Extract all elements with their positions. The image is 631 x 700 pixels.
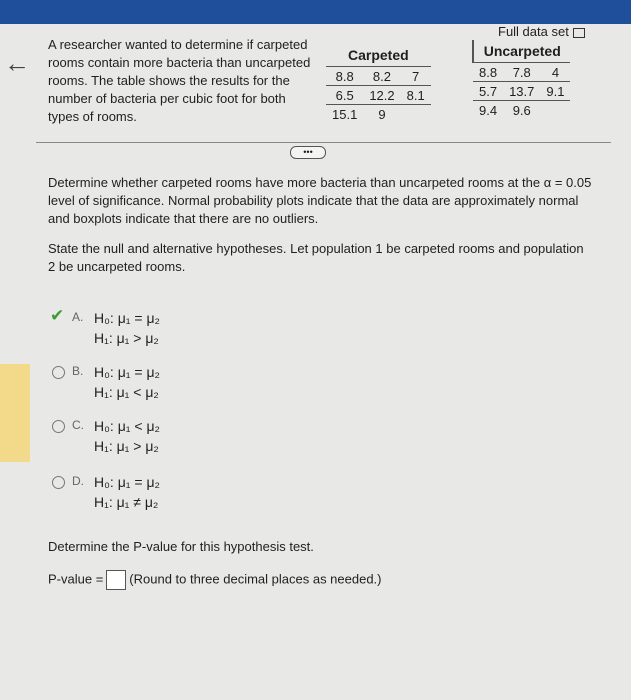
radio-button[interactable] xyxy=(52,476,65,489)
table-cell: 8.8 xyxy=(326,67,363,86)
option-h0: H₀: μ₁ = μ₂ xyxy=(94,474,160,490)
back-arrow-icon[interactable]: ← xyxy=(4,48,30,78)
table-cell: 12.2 xyxy=(363,86,400,105)
option-letter: C. xyxy=(72,418,84,432)
option-h1: H₁: μ₁ > μ₂ xyxy=(94,330,159,346)
full-data-set-label: Full data set xyxy=(498,24,569,39)
carpeted-table xyxy=(326,44,431,123)
table-cell: 13.7 xyxy=(503,82,540,101)
uncarpeted-title: Uncarpeted xyxy=(473,40,570,63)
table-cell: 6.5 xyxy=(326,86,363,105)
table-cell: 8.2 xyxy=(363,67,400,86)
option-letter: A. xyxy=(72,310,84,324)
table-cell xyxy=(401,105,431,124)
table-cell: 15.1 xyxy=(332,106,358,122)
pvalue-label: P-value = xyxy=(48,571,104,587)
hypothesis-instruction: State the null and alternative hypotheses. Let population 1 be carpeted rooms and population 2 be uncarpeted rooms. xyxy=(48,241,584,274)
table-cell xyxy=(540,101,570,120)
carpeted-title: Carpeted xyxy=(326,44,431,67)
pvalue-question: Determine the P-value for this hypothesis test. xyxy=(48,539,314,554)
copy-icon xyxy=(573,28,585,38)
option-h0: H₀: μ₁ = μ₂ xyxy=(94,364,160,380)
uncarpeted-table xyxy=(472,40,570,119)
option-h1: H₁: μ₁ > μ₂ xyxy=(94,438,159,454)
option-h1: H₁: μ₁ < μ₂ xyxy=(94,384,159,400)
top-bar xyxy=(0,0,631,24)
table-cell: 5.7 xyxy=(473,82,503,101)
option-letter: B. xyxy=(72,364,84,378)
table-cell: 8.8 xyxy=(473,63,503,82)
table-cell: 4 xyxy=(540,63,570,82)
pvalue-input[interactable] xyxy=(106,570,126,590)
table-cell: 9.1 xyxy=(540,82,570,101)
question-paragraph: Determine whether carpeted rooms have more bacteria than uncarpeted rooms at the α = 0.05 level of significance. Normal probability plots indicate that the data are approximately normal and boxplots indicate that there are no outliers. xyxy=(48,175,592,226)
intro-text: A researcher wanted to determine if carpeted rooms contain more bacteria than uncarpeted rooms. The table shows the results for the number of bacteria per cubic foot for both types of rooms. xyxy=(48,37,311,124)
side-highlight xyxy=(0,364,30,462)
option-letter: D. xyxy=(72,474,84,488)
table-cell: 9 xyxy=(378,106,386,122)
full-data-set-link[interactable] xyxy=(498,24,585,39)
check-icon: ✔ xyxy=(50,306,65,325)
pvalue-row xyxy=(48,570,382,590)
more-button[interactable]: ••• xyxy=(290,146,326,159)
table-cell: 7.8 xyxy=(503,63,540,82)
option-h0: H₀: μ₁ = μ₂ xyxy=(94,310,160,326)
radio-button[interactable] xyxy=(52,366,65,379)
table-cell: 7 xyxy=(401,67,431,86)
option-h0: H₀: μ₁ < μ₂ xyxy=(94,418,160,434)
pvalue-hint: (Round to three decimal places as needed.) xyxy=(129,571,382,587)
section-divider xyxy=(36,142,611,143)
table-cell: 9.4 xyxy=(479,102,498,118)
table-cell: 8.1 xyxy=(401,86,431,105)
option-h1: H₁: μ₁ ≠ μ₂ xyxy=(94,494,159,510)
radio-button[interactable] xyxy=(52,420,65,433)
table-cell: 9.6 xyxy=(512,102,531,118)
